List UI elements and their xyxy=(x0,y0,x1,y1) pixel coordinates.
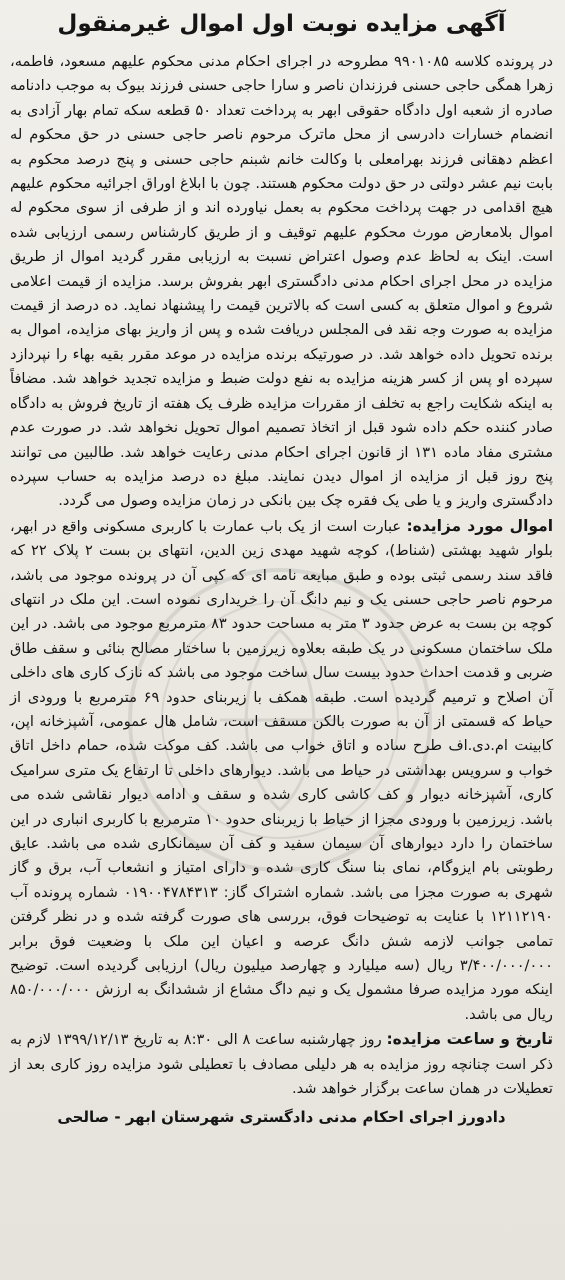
notice-body xyxy=(10,50,553,1101)
date-label: تاریخ و ساعت مزایده: xyxy=(386,1030,554,1049)
intro-paragraph: در پرونده کلاسه ۹۹۰۱۰۸۵ مطروحه در اجرای احکام مدنی محکوم علیهم مسعود، فاطمه، زهرا همگی حاجی حسنی فرزندان ناصر و سارا حاجی حسنی فرزند بیوک به موجب دادنامه صادره از شعبه اول دادگاه حقوقی ابهر به پرداخت تعداد ۵۰ قطعه سکه تمام بهار آزادی به انضمام خسارات دادرسی از محل ماترک مرحوم ناصر حاجی حسنی در حق محکوم له اعظم دهقانی فرزند بهرامعلی با وکالت خانم شبنم حاجی حسنی و پنج درصد محکوم به بابت نیم عشر دولتی در حق دولت محکوم هستند. چون با ابلاغ اوراق اجرائیه محکوم علیهم هیچ اقدامی در جهت پرداخت محکوم به بعمل نیاورده اند و از طرفی از سوی محکوم له اموال بلامعارض مورث محکوم علیهم توقیف و از طریق کارشناس رسمی ارزیابی شده است. اینک به لحاظ عدم وصول اعتراض نسبت به ارزیابی مقرر گردید اموال از طریق مزایده در محل اجرای احکام مدنی دادگستری ابهر بفروش برسد. مزایده از قیمت اعلامی شروع و اموال متعلق به کسی است که بالاترین قیمت را پیشنهاد نماید. ده درصد از قیمت مزایده به صورت وجه نقد فی المجلس دریافت شده و پس از واریز بهای مزایده، اموال به برنده تحویل داده خواهد شد. در صورتیکه برنده مزایده در موعد مقرر بقیه بهاء را نپردازد سپرده او پس از کسر هزینه مزایده به نفع دولت ضبط و مزایده تجدید خواهد شد. مضافاً به اینکه شکایت راجع به تخلف از مقررات مزایده ظرف یک هفته از تاریخ فروش به دادگاه صادر کننده حکم داده شود قبل از اتخاذ تصمیم اموال تحویل نخواهد شد. در صورت عدم مشتری مفاد ماده ۱۳۱ از قانون اجرای احکام مدنی رعایت خواهد شد. طالبین می توانند پنج روز قبل از مزایده از اموال دیدن نمایند. مبلغ ده درصد مزایده به حساب سپرده دادگستری واریز و یا طی یک فقره چک بین بانکی در زمان مزایده وصول می گردد. xyxy=(10,53,554,510)
notice-title: آگهی مزایده نوبت اول اموال غیرمنقول xyxy=(57,11,506,37)
date-text: روز چهارشنبه ساعت ۸ الی ۸:۳۰ به تاریخ ۱۳۹۹/۱۲/۱۳ لازم به ذکر است چنانچه روز مزایده به هر دلیلی مصادف با تعطیلی شود مزایده روز کاری بعد از تعطیلات در همان ساعت برگزار خواهد شد. xyxy=(10,1031,553,1098)
signature-line: دادورز اجرای احکام مدنی دادگستری شهرستان ابهر - صالحی xyxy=(57,1108,506,1127)
date-paragraph xyxy=(10,1027,553,1101)
property-label: اموال مورد مزایده: xyxy=(406,516,554,535)
property-text: عبارت است از یک باب عمارت با کاربری مسکونی واقع در ابهر، بلوار شهید بهشتی (شناط)، کوچه شهید مهدی زین الدین، انتهای بن بست ۲ پلاک ۲۲ که فاقد سند رسمی ثبتی بوده و طبق مبایعه نامه ای که کپی آن در پرونده موجود می باشد، مرحوم ناصر حاجی حسنی یک و نیم دانگ آن را خریداری نموده است. این ملک در انتهای کوچه بن بست به عرض حدود ۳ متر به مساحت حدود ۸۳ مترمربع موجود می باشد. در این ملک ساختمان مسکونی در یک طبقه بعلاوه زیرزمین با ساختار مصالح بنائی و سقف طاق ضربی و قدمت احداث حدود بیست سال ساخت موجود می باشد که نازک کاری های داخلی آن اصلاح و ترمیم گردیده است. طبقه همکف با زیربنای حدود ۶۹ مترمربع با ورودی از حیاط که قسمتی از آن به صورت بالکن مسقف است، شامل هال عمومی، آشپزخانه اپن، کابینت ام.دی.اف طرح ساده و اتاق خواب می باشد. کف موکت شده، حمام داخل اتاق خواب و سرویس بهداشتی در حیاط می باشد. دیوارهای داخلی تا ارتفاع یک متری سرامیک کاری، آشپزخانه دیوار و کف کاشی کاری شده و سقف و ادامه دیوار نقاشی شده می باشد. زیرزمین با ورودی مجزا از حیاط با زیربنای حدود ۱۰ مترمربع با کاربری انباری در این ساختمان را دارد دیوارهای آن سیمان سفید و کف آن سیمانکاری شده می باشد. عایق رطوبتی بام ایزوگام، نمای بنا سنگ کاری شده و دارای امتیاز و انشعاب آب، برق و گاز شهری به صورت مجزا می باشد. شماره اشتراک گاز: ۰۱۹۰۰۴۷۸۴۳۱۳ شماره پرونده آب ۱۲۱۱۲۱۹۰ با عنایت به توضیحات فوق، بررسی های صورت گرفته شده و در نظر گرفتن تمامی جوانب لازمه شش دانگ عرصه و اعیان این ملک با وضعیت فوق برابر ۳/۴۰۰/۰۰۰/۰۰۰ ریال (سه میلیارد و چهارصد میلیون ریال) ارزیابی گردیده است. توضیح اینکه مورد مزایده صرفا مشمول یک و نیم داگ مشاع از ششدانگ به ارزش ۸۵۰/۰۰۰/۰۰۰ ریال می باشد. xyxy=(10,517,554,1023)
property-paragraph xyxy=(10,514,553,1028)
